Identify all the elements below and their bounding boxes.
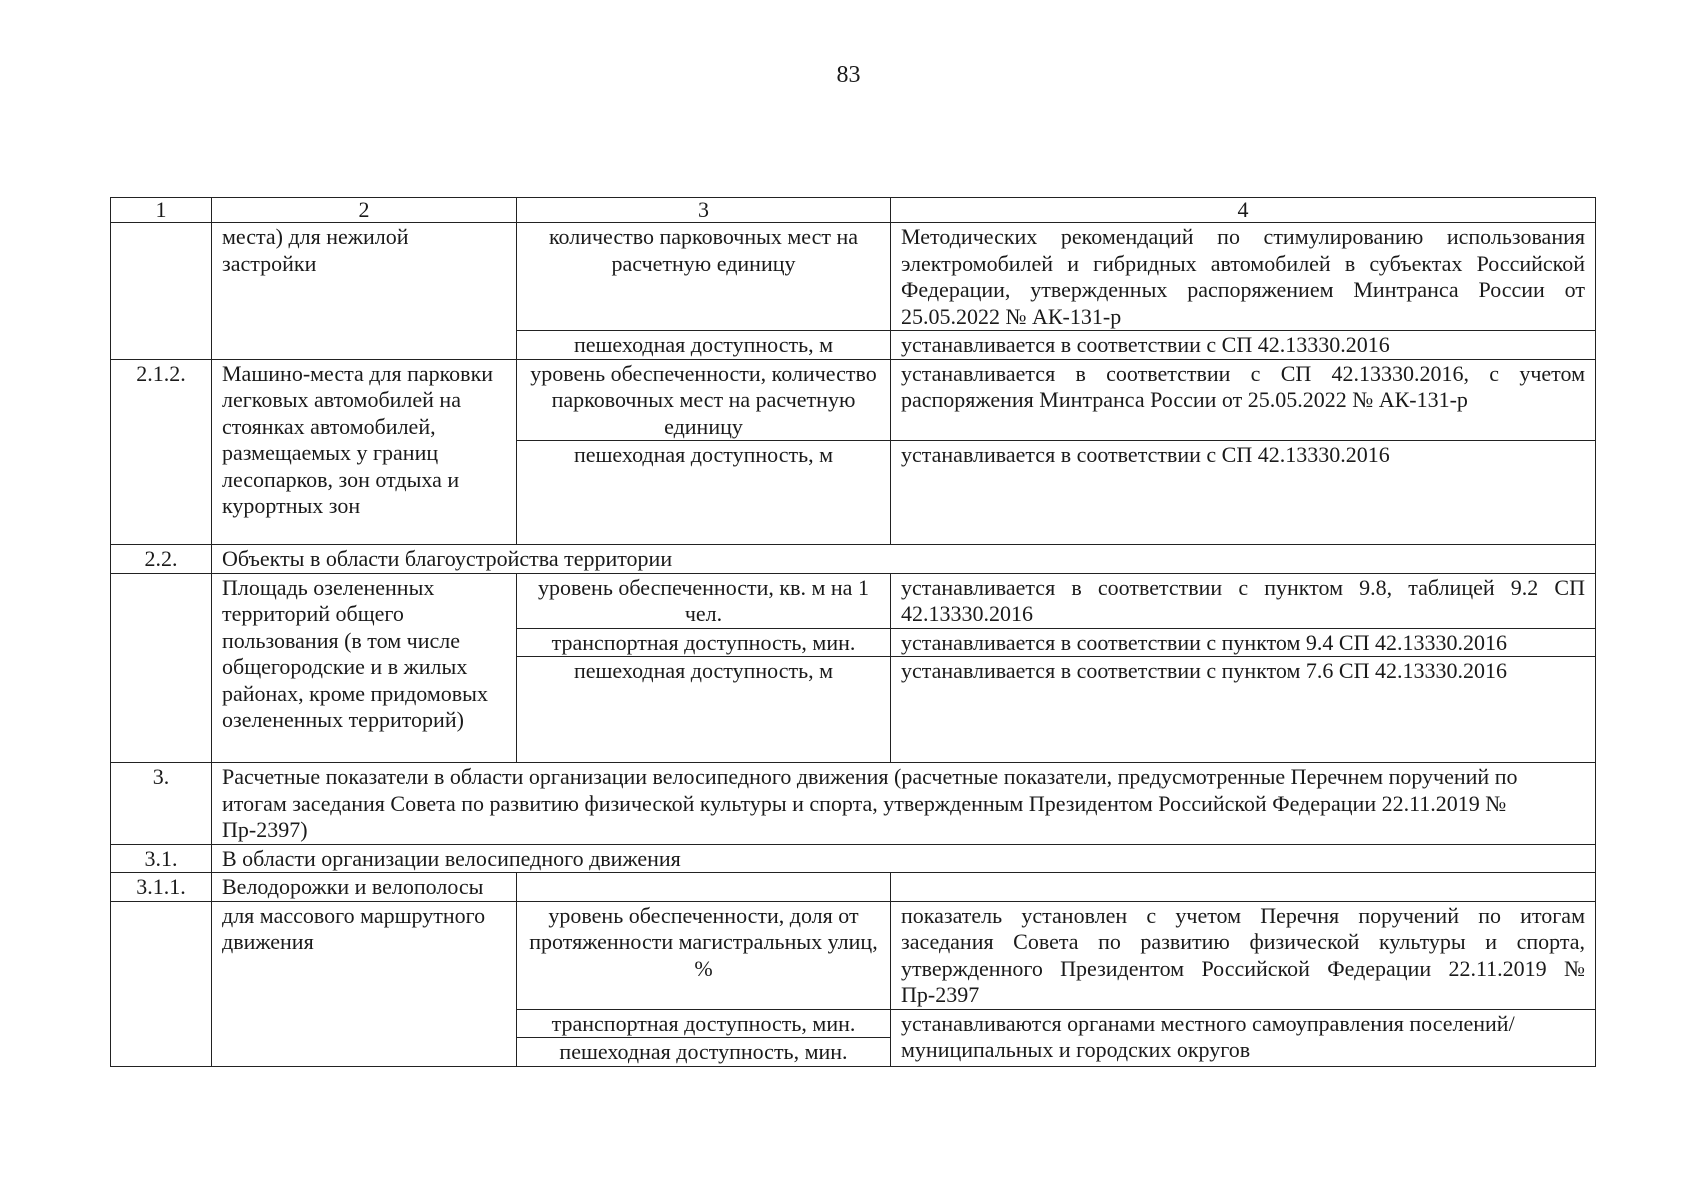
table-row	[111, 223, 1596, 331]
row-number	[111, 223, 212, 360]
column-number-3: 3	[517, 198, 891, 223]
empty-cell	[517, 873, 891, 902]
row-number: 2.2.	[111, 545, 212, 574]
indicator-name: места) для нежилой застройки	[212, 223, 517, 360]
indicator-name: Велодорожки и велополосы	[212, 873, 517, 902]
indicator-type: пешеходная доступность, мин.	[517, 1038, 891, 1067]
section-row	[111, 545, 1596, 574]
indicator-name: Машино-места для парковки легковых автомобилей на стоянках автомобилей, размещаемых у границ лесопарков, зон отдыха и курортных зон	[212, 359, 517, 545]
section-row	[111, 844, 1596, 873]
indicator-type: пешеходная доступность, м	[517, 331, 891, 360]
section-title: В области организации велосипедного движения	[212, 844, 1596, 873]
row-number: 3.	[111, 763, 212, 845]
indicator-type: транспортная доступность, мин.	[517, 628, 891, 657]
indicator-value: устанавливается в соответствии с пунктом 9.4 СП 42.13330.2016	[891, 628, 1596, 657]
indicator-type: уровень обеспеченности, количество парковочных мест на расчетную единицу	[517, 359, 891, 441]
indicator-value: устанавливается в соответствии с СП 42.13330.2016, с учетом распоряжения Минтранса России от 25.05.2022 № АК-131-р	[891, 359, 1596, 441]
indicator-value: устанавливается в соответствии с пунктом 7.6 СП 42.13330.2016	[891, 657, 1596, 763]
section-title: Объекты в области благоустройства территории	[212, 545, 1596, 574]
section-title: Расчетные показатели в области организации велосипедного движения (расчетные показатели, предусмотренные Перечнем поручений по итогам заседания Совета по развитию физической культуры и спорта, утвержденным Президентом Российской Федерации 22.11.2019 № Пр-2397)	[212, 763, 1596, 845]
table-row	[111, 873, 1596, 902]
indicator-name: для массового маршрутного движения	[212, 901, 517, 1066]
empty-cell	[891, 873, 1596, 902]
indicators-table	[110, 197, 1596, 1067]
indicator-value: устанавливается в соответствии с СП 42.13330.2016	[891, 331, 1596, 360]
column-number-4: 4	[891, 198, 1596, 223]
row-number: 3.1.	[111, 844, 212, 873]
indicator-value: устанавливается в соответствии с пунктом 9.8, таблицей 9.2 СП 42.13330.2016	[891, 573, 1596, 628]
indicator-name: Площадь озелененных территорий общего пользования (в том числе общегородские и в жилых районах, кроме придомовых озелененных территорий)	[212, 573, 517, 763]
column-number-2: 2	[212, 198, 517, 223]
table-row	[111, 359, 1596, 441]
indicator-value: устанавливается в соответствии с СП 42.13330.2016	[891, 441, 1596, 545]
row-number	[111, 573, 212, 763]
indicator-type: пешеходная доступность, м	[517, 441, 891, 545]
indicator-value: Методических рекомендаций по стимулированию использования электромобилей и гибридных автомобилей в субъектах Российской Федерации, утвержденных распоряжением Минтранса России от 25.05.2022 № АК-131-р	[891, 223, 1596, 331]
row-number: 3.1.1.	[111, 873, 212, 902]
indicator-type: уровень обеспеченности, кв. м на 1 чел.	[517, 573, 891, 628]
column-number-1: 1	[111, 198, 212, 223]
indicator-value: устанавливаются органами местного самоуправления поселений/ муниципальных и городских округов	[891, 1009, 1596, 1066]
indicator-type: пешеходная доступность, м	[517, 657, 891, 763]
table-row	[111, 901, 1596, 1009]
section-row	[111, 763, 1596, 845]
indicator-type: уровень обеспеченности, доля от протяженности магистральных улиц, %	[517, 901, 891, 1009]
row-number: 2.1.2.	[111, 359, 212, 545]
indicator-value: показатель установлен с учетом Перечня поручений по итогам заседания Совета по развитию физической культуры и спорта, утвержденного Президентом Российской Федерации 22.11.2019 № Пр-2397	[891, 901, 1596, 1009]
table-header-row	[111, 198, 1596, 223]
indicator-type: транспортная доступность, мин.	[517, 1009, 891, 1038]
table-row	[111, 573, 1596, 628]
indicator-type: количество парковочных мест на расчетную единицу	[517, 223, 891, 331]
page-number: 83	[836, 62, 861, 88]
row-number	[111, 901, 212, 1066]
